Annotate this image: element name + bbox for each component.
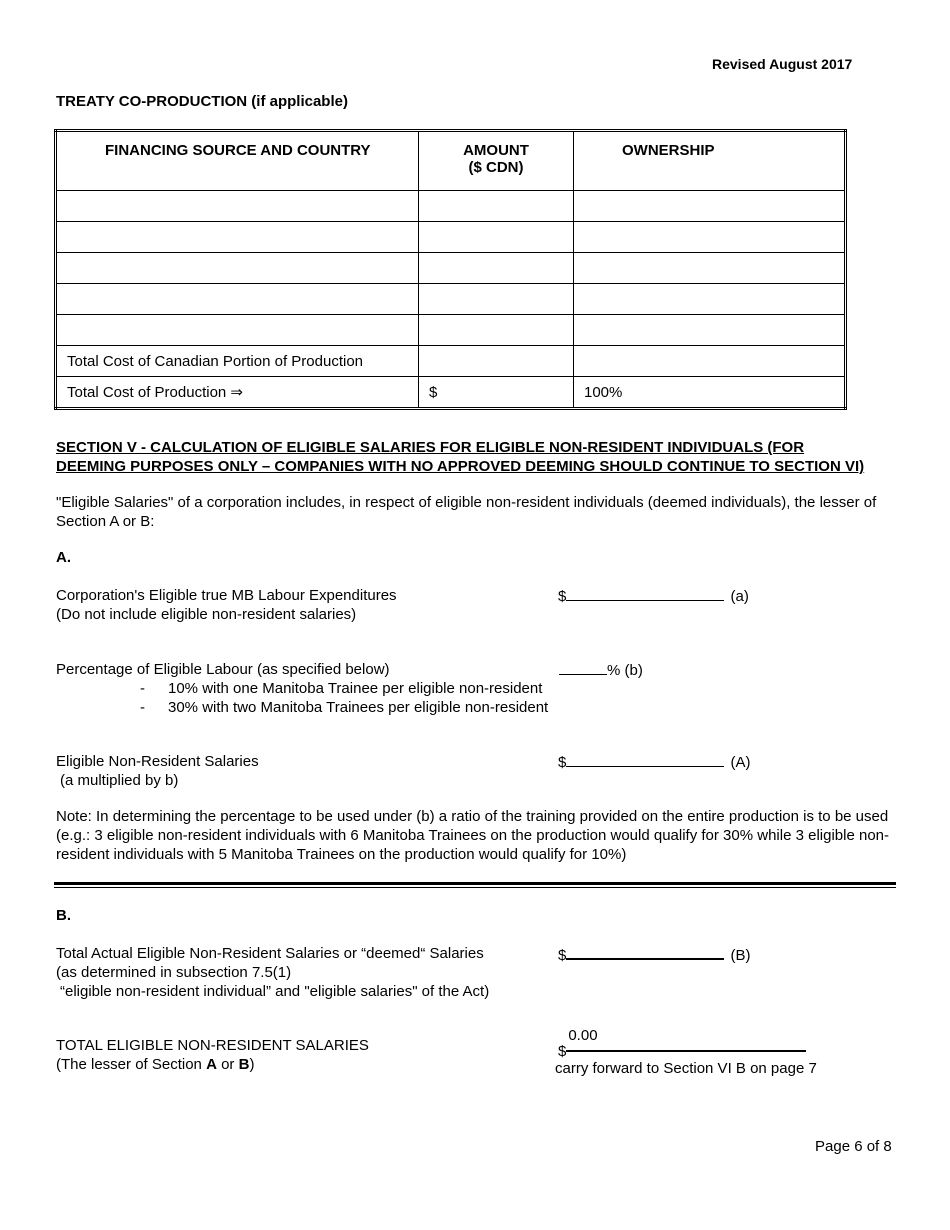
section-v-title-line1: SECTION V - CALCULATION OF ELIGIBLE SALARIES FOR ELIGIBLE NON-RESIDENT INDIVIDUALS (FOR bbox=[56, 439, 805, 456]
bullet-item bbox=[140, 698, 548, 717]
part-b-label: B. bbox=[56, 907, 71, 924]
ownership-cell[interactable] bbox=[574, 191, 846, 222]
percentage-ref: % (b) bbox=[607, 662, 643, 679]
total-line2-a: A bbox=[206, 1056, 217, 1073]
percentage-input[interactable] bbox=[559, 660, 607, 675]
table-header-row bbox=[56, 131, 846, 191]
section-v-intro: "Eligible Salaries" of a corporation includes, in respect of eligible non-resident individuals (deemed individuals), the lesser of Section A or B: bbox=[56, 494, 877, 530]
total-line1: TOTAL ELIGIBLE NON-RESIDENT SALARIES bbox=[56, 1037, 369, 1054]
total-value: 0.00 bbox=[568, 1027, 598, 1044]
section-v-title bbox=[56, 438, 896, 476]
labour-input[interactable] bbox=[566, 586, 724, 601]
page-number: Page 6 of 8 bbox=[815, 1138, 892, 1155]
canadian-portion-ownership[interactable] bbox=[574, 346, 846, 377]
actual-currency: $ bbox=[558, 947, 567, 964]
amount-cell[interactable] bbox=[419, 222, 574, 253]
canadian-portion-amount[interactable] bbox=[419, 346, 574, 377]
canadian-portion-row bbox=[56, 346, 846, 377]
total-value-field[interactable] bbox=[566, 1027, 806, 1052]
source-cell[interactable] bbox=[56, 222, 419, 253]
col-header-amount bbox=[419, 131, 574, 191]
actual-line3: “eligible non-resident individual” and "eligible salaries" of the Act) bbox=[60, 983, 490, 1000]
bullet-text: 30% with two Manitoba Trainees per eligible non-resident bbox=[168, 699, 549, 716]
total-line2-or: or bbox=[216, 1056, 239, 1073]
total-ens-label bbox=[56, 1036, 369, 1074]
ownership-cell[interactable] bbox=[574, 315, 846, 346]
total-field-group bbox=[558, 1027, 806, 1060]
total-line2-b: B bbox=[238, 1056, 250, 1073]
total-cost-amount[interactable]: $ bbox=[419, 377, 574, 409]
section-v-title-line2: DEEMING PURPOSES ONLY – COMPANIES WITH NO APPROVED DEEMING SHOULD CONTINUE TO SECTION VI) bbox=[56, 458, 865, 475]
amount-cell[interactable] bbox=[419, 253, 574, 284]
total-cost-label: Total Cost of Production ⇒ bbox=[56, 377, 419, 409]
bullet-item bbox=[140, 679, 548, 698]
ownership-cell[interactable] bbox=[574, 222, 846, 253]
treaty-title: TREATY CO-PRODUCTION (if applicable) bbox=[56, 93, 348, 110]
revised-date: Revised August 2017 bbox=[712, 56, 853, 72]
total-line2-text: (The lesser of Section bbox=[56, 1056, 207, 1073]
source-cell[interactable] bbox=[56, 315, 419, 346]
labour-currency: $ bbox=[558, 588, 567, 605]
percentage-field-group bbox=[559, 660, 643, 679]
total-line2-close: ) bbox=[249, 1056, 255, 1073]
ens-input[interactable] bbox=[566, 752, 724, 767]
total-cost-ownership: 100% bbox=[574, 377, 846, 409]
source-cell[interactable] bbox=[56, 284, 419, 315]
part-a-label: A. bbox=[56, 549, 71, 566]
labour-line2: (Do not include eligible non-resident salaries) bbox=[56, 606, 357, 623]
amount-cell[interactable] bbox=[419, 315, 574, 346]
table-row bbox=[56, 284, 846, 315]
ens-field-group bbox=[558, 752, 751, 771]
section-divider bbox=[54, 882, 896, 888]
total-cost-row bbox=[56, 377, 846, 409]
percentage-bullets bbox=[140, 679, 548, 717]
ownership-cell[interactable] bbox=[574, 253, 846, 284]
bullet-dash: - bbox=[140, 699, 145, 716]
table-row bbox=[56, 222, 846, 253]
labour-field-group bbox=[558, 586, 749, 605]
col-header-source: FINANCING SOURCE AND COUNTRY bbox=[56, 131, 419, 191]
section-a-note: Note: In determining the percentage to be used under (b) a ratio of the training provided on the entire production is to be used (e.g.: 3 eligible non-resident individuals with 6 Manitoba Trainees on the production would qualify for 30% while 3 eligible non-resident individuals with 5 Manitoba Trainees on the production would qualify for 10%) bbox=[56, 808, 889, 863]
table-row bbox=[56, 253, 846, 284]
ens-label bbox=[56, 752, 259, 790]
canadian-portion-label: Total Cost of Canadian Portion of Production bbox=[56, 346, 419, 377]
treaty-table bbox=[54, 129, 847, 410]
labour-ref: (a) bbox=[730, 588, 749, 605]
ens-ref: (A) bbox=[730, 754, 751, 771]
amount-cell[interactable] bbox=[419, 191, 574, 222]
table-row bbox=[56, 191, 846, 222]
col-header-ownership: OWNERSHIP bbox=[574, 131, 846, 191]
total-line2 bbox=[56, 1055, 369, 1074]
bullet-dash: - bbox=[140, 680, 145, 697]
actual-line1: Total Actual Eligible Non-Resident Salaries or “deemed“ Salaries bbox=[56, 945, 484, 962]
ens-line2: (a multiplied by b) bbox=[60, 772, 179, 789]
amount-cell[interactable] bbox=[419, 284, 574, 315]
ownership-cell[interactable] bbox=[574, 284, 846, 315]
source-cell[interactable] bbox=[56, 253, 419, 284]
table-row bbox=[56, 315, 846, 346]
actual-ref: (B) bbox=[730, 947, 751, 964]
actual-field-group bbox=[558, 944, 751, 964]
carry-forward-note: carry forward to Section VI B on page 7 bbox=[555, 1060, 817, 1077]
bullet-text: 10% with one Manitoba Trainee per eligible non-resident bbox=[168, 680, 543, 697]
labour-line1: Corporation's Eligible true MB Labour Expenditures bbox=[56, 587, 397, 604]
source-cell[interactable] bbox=[56, 191, 419, 222]
col-header-amount-line2: ($ CDN) bbox=[468, 159, 524, 176]
total-currency: $ bbox=[558, 1043, 567, 1060]
actual-input[interactable] bbox=[566, 944, 724, 960]
actual-line2: (as determined in subsection 7.5(1) bbox=[56, 964, 292, 981]
ens-line1: Eligible Non-Resident Salaries bbox=[56, 753, 259, 770]
actual-salaries-label bbox=[56, 944, 489, 1001]
col-header-amount-line1: AMOUNT bbox=[463, 142, 529, 159]
percentage-label: Percentage of Eligible Labour (as specified below) bbox=[56, 661, 390, 678]
ens-currency: $ bbox=[558, 754, 567, 771]
labour-expenditures-label bbox=[56, 586, 397, 624]
